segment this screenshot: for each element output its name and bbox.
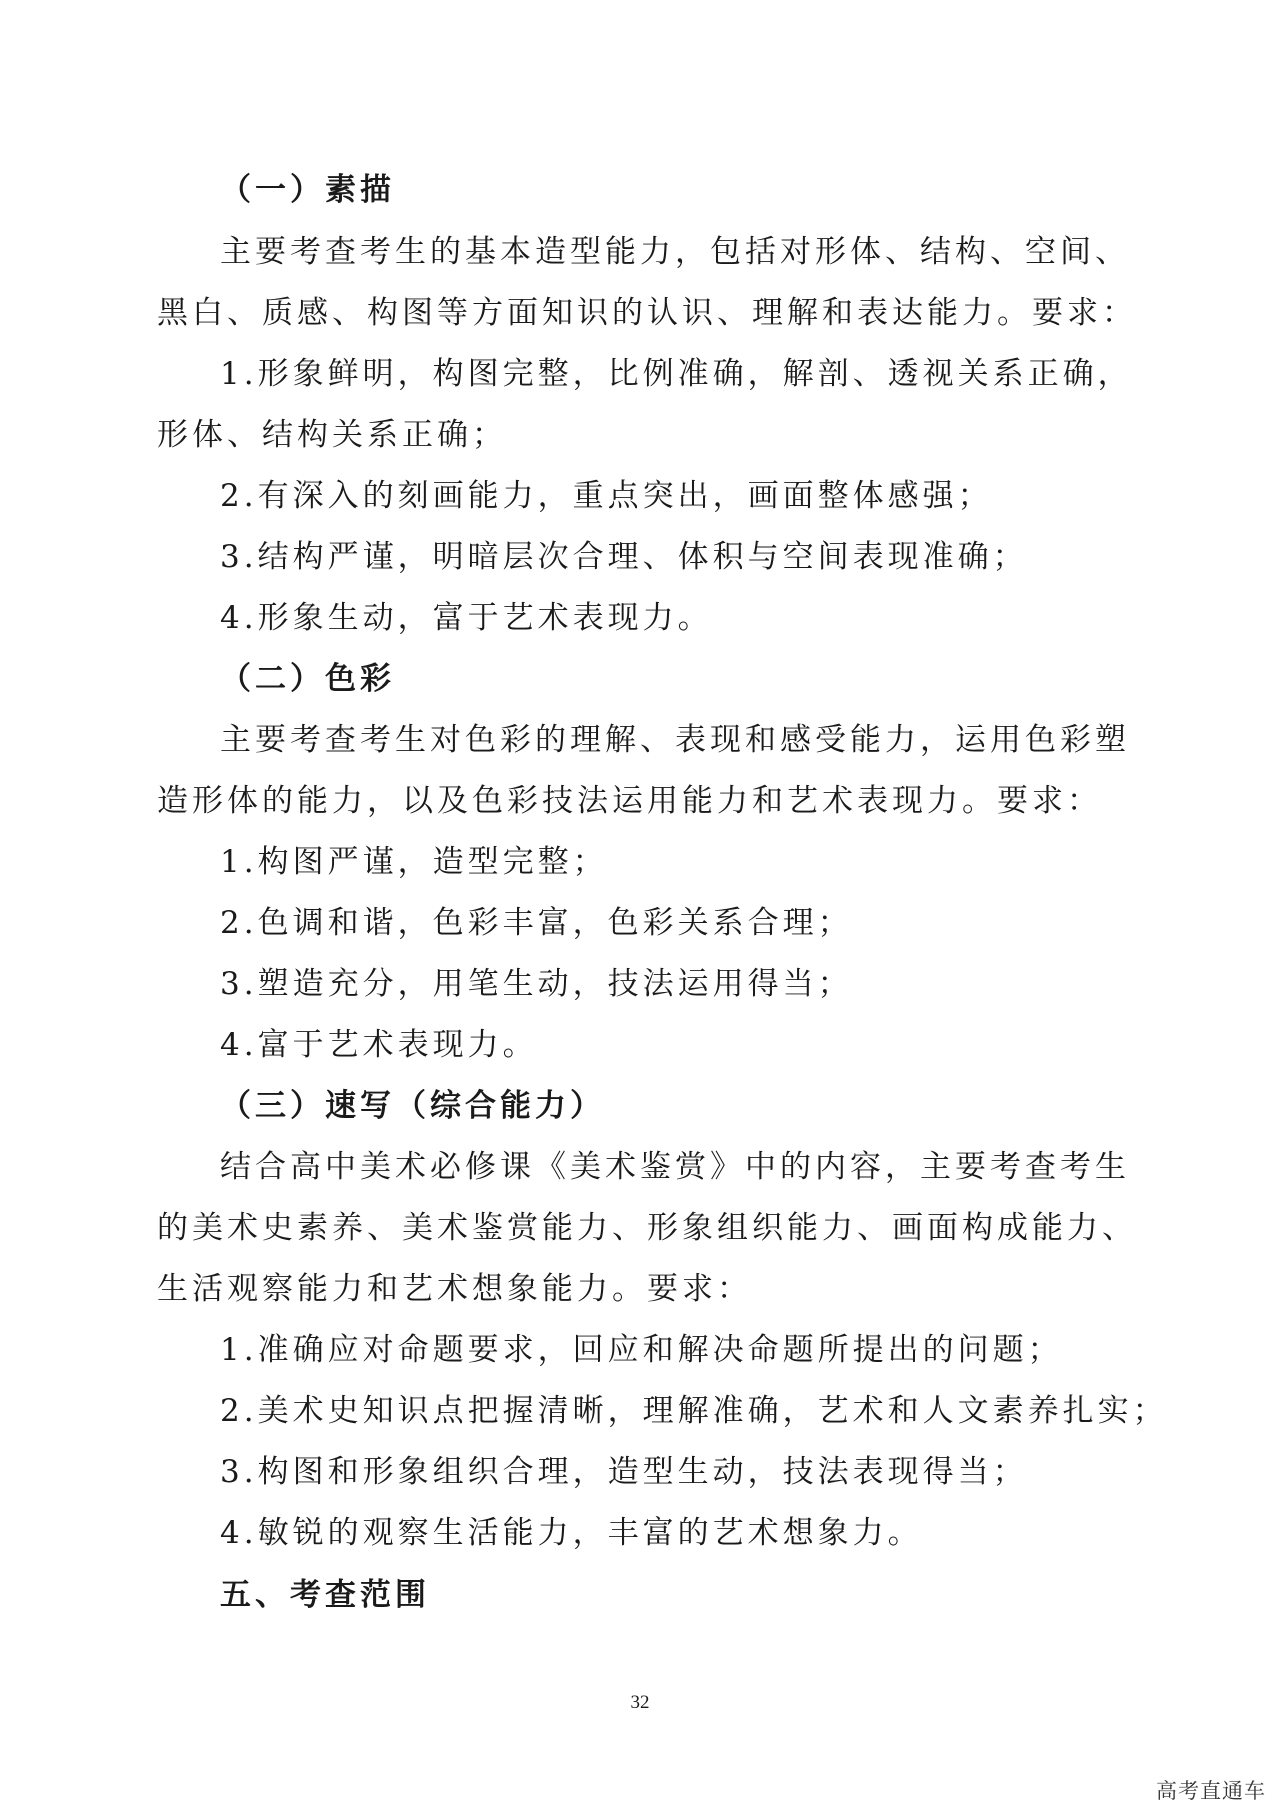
paragraph-line: 黑白、质感、构图等方面知识的认识、理解和表达能力。要求： xyxy=(157,295,1137,331)
subsection-heading-color: （二）色彩 xyxy=(220,661,395,697)
section-heading-scope: 五、考查范围 xyxy=(220,1577,430,1613)
requirement-item: 4.敏锐的观察生活能力，丰富的艺术想象力。 xyxy=(220,1515,923,1551)
requirement-item: 3.结构严谨，明暗层次合理、体积与空间表现准确； xyxy=(220,539,1028,575)
requirement-item: 4.形象生动，富于艺术表现力。 xyxy=(220,600,713,636)
requirement-item: 1.构图严谨，造型完整； xyxy=(220,844,608,880)
requirement-item: 2.美术史知识点把握清晰，理解准确，艺术和人文素养扎实； xyxy=(220,1393,1168,1429)
requirement-item: 1.准确应对命题要求，回应和解决命题所提出的问题； xyxy=(220,1332,1063,1368)
requirement-item: 3.塑造充分，用笔生动，技法运用得当； xyxy=(220,966,853,1002)
requirement-item: 2.有深入的刻画能力，重点突出，画面整体感强； xyxy=(220,478,993,514)
requirement-item-continued: 形体、结构关系正确； xyxy=(157,417,507,453)
paragraph-line: 主要考查考生的基本造型能力，包括对形体、结构、空间、 xyxy=(220,234,1130,270)
requirement-item: 2.色调和谐，色彩丰富，色彩关系合理； xyxy=(220,905,853,941)
watermark-text: 高考直通车 xyxy=(1156,1779,1266,1803)
requirement-item: 3.构图和形象组织合理，造型生动，技法表现得当； xyxy=(220,1454,1028,1490)
paragraph-line: 结合高中美术必修课《美术鉴赏》中的内容，主要考查考生 xyxy=(220,1149,1130,1185)
subsection-heading-sketching: （三）速写（综合能力） xyxy=(220,1088,605,1124)
page-number: 32 xyxy=(630,1692,650,1713)
requirement-item: 4.富于艺术表现力。 xyxy=(220,1027,538,1063)
subsection-heading-sketch: （一）素描 xyxy=(220,172,395,208)
paragraph-line: 主要考查考生对色彩的理解、表现和感受能力，运用色彩塑 xyxy=(220,722,1130,758)
paragraph-line: 生活观察能力和艺术想象能力。要求： xyxy=(157,1271,752,1307)
requirement-item: 1.形象鲜明，构图完整，比例准确，解剖、透视关系正确， xyxy=(220,356,1133,392)
paragraph-line: 造形体的能力，以及色彩技法运用能力和艺术表现力。要求： xyxy=(157,783,1102,819)
paragraph-line: 的美术史素养、美术鉴赏能力、形象组织能力、画面构成能力、 xyxy=(157,1210,1137,1246)
